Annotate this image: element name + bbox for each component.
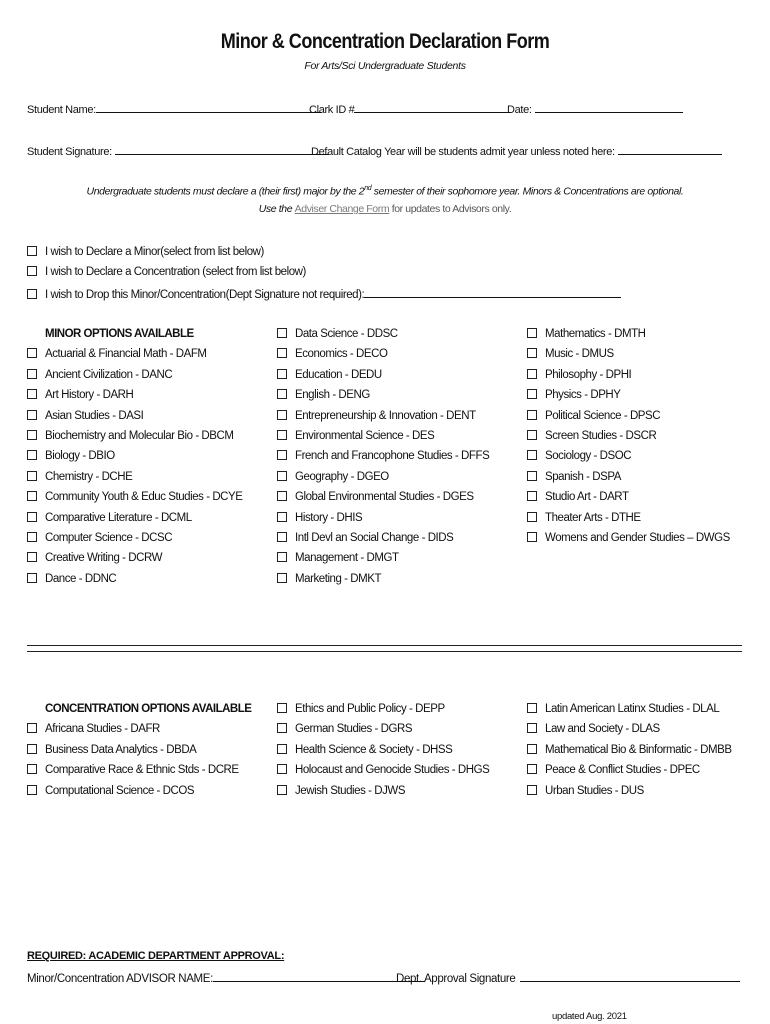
minor-checkbox[interactable] [27, 410, 37, 420]
minor-option[interactable] [277, 487, 489, 507]
minor-option[interactable] [527, 344, 730, 364]
minor-label: English - DENG [295, 389, 370, 402]
drop-option[interactable] [27, 286, 621, 301]
minor-option[interactable] [277, 569, 489, 589]
minor-option[interactable] [277, 446, 489, 466]
minor-option[interactable] [527, 324, 730, 344]
concentration-checkbox[interactable] [277, 744, 287, 754]
minor-option[interactable] [277, 467, 489, 487]
concentration-checkbox[interactable] [527, 703, 537, 713]
minor-checkbox[interactable] [527, 328, 537, 338]
minor-option[interactable] [277, 385, 489, 405]
minor-option[interactable] [27, 365, 242, 385]
concentration-column-3 [527, 699, 732, 801]
concentration-option[interactable] [277, 781, 489, 801]
minor-option[interactable] [527, 365, 730, 385]
minor-option[interactable] [527, 467, 730, 487]
minor-checkbox[interactable] [277, 369, 287, 379]
required-approval-heading: REQUIRED: ACADEMIC DEPARTMENT APPROVAL: [27, 950, 285, 962]
minor-checkbox[interactable] [277, 552, 287, 562]
minor-label: Asian Studies - DASI [45, 409, 144, 422]
student-signature-line[interactable] [115, 143, 329, 155]
minor-label: Geography - DGEO [295, 470, 389, 483]
declare-minor-option[interactable] [27, 246, 264, 258]
minor-option[interactable] [27, 446, 242, 466]
minor-option[interactable] [527, 508, 730, 528]
minor-label: Music - DMUS [545, 348, 614, 361]
concentration-option[interactable] [27, 740, 251, 760]
minor-option[interactable] [527, 406, 730, 426]
minor-checkbox[interactable] [277, 532, 287, 542]
minor-option[interactable] [277, 426, 489, 446]
minor-option[interactable] [277, 508, 489, 528]
notice-superscript: nd [364, 185, 372, 192]
minor-checkbox[interactable] [277, 491, 287, 501]
notice-text-b: semester of their sophomore year. Minors & Concentrations are optional. [371, 185, 684, 198]
concentration-option[interactable] [527, 699, 732, 719]
minor-column-1 [27, 324, 242, 589]
minor-label: Spanish - DSPA [545, 470, 621, 483]
minor-checkbox[interactable] [277, 471, 287, 481]
declare-concentration-checkbox[interactable] [27, 266, 37, 276]
minor-label: Economics - DECO [295, 348, 388, 361]
concentration-label: Jewish Studies - DJWS [295, 784, 406, 797]
concentration-checkbox[interactable] [27, 744, 37, 754]
minor-checkbox[interactable] [27, 471, 37, 481]
concentration-label: Health Science & Society - DHSS [295, 743, 453, 756]
minor-label: Theater Arts - DTHE [545, 511, 641, 524]
minor-option[interactable] [27, 528, 242, 548]
minor-checkbox[interactable] [277, 430, 287, 440]
date-field[interactable] [507, 101, 683, 116]
minor-label: Education - DEDU [295, 368, 382, 381]
minor-label: Biology - DBIO [45, 450, 115, 463]
concentration-label: Law and Society - DLAS [545, 723, 660, 736]
concentration-checkbox[interactable] [27, 764, 37, 774]
student-signature-field[interactable] [27, 143, 329, 158]
minor-option[interactable] [527, 426, 730, 446]
declare-minor-label: I wish to Declare a Minor(select from list below) [45, 246, 264, 258]
drop-line[interactable] [364, 286, 621, 298]
concentration-column-2 [277, 699, 489, 801]
concentration-option[interactable] [527, 740, 732, 760]
minor-label: Actuarial & Financial Math - DAFM [45, 348, 207, 361]
minor-label: Management - DMGT [295, 552, 399, 565]
minor-checkbox[interactable] [527, 348, 537, 358]
concentration-label: Peace & Conflict Studies - DPEC [545, 764, 700, 777]
minor-checkbox[interactable] [277, 410, 287, 420]
concentration-option[interactable] [27, 719, 251, 739]
concentration-label: Computational Science - DCOS [45, 784, 195, 797]
advisor-name-label: Minor/Concentration ADVISOR NAME: [27, 973, 213, 985]
concentration-checkbox[interactable] [277, 703, 287, 713]
minor-option[interactable] [27, 487, 242, 507]
minor-checkbox[interactable] [527, 369, 537, 379]
minor-label: Computer Science - DCSC [45, 531, 173, 544]
minor-checkbox[interactable] [27, 573, 37, 583]
minor-checkbox[interactable] [277, 450, 287, 460]
minor-label: Studio Art - DART [545, 491, 629, 504]
minor-label: Philosophy - DPHI [545, 368, 632, 381]
minor-checkbox[interactable] [27, 430, 37, 440]
minor-checkbox[interactable] [27, 491, 37, 501]
concentration-label: Mathematical Bio & Binformatic - DMBB [545, 743, 732, 756]
minor-checkbox[interactable] [27, 369, 37, 379]
minor-label: Physics - DPHY [545, 389, 621, 402]
concentration-label: Holocaust and Genocide Studies - DHGS [295, 764, 490, 777]
minor-column-3 [527, 324, 730, 548]
minor-option[interactable] [27, 569, 242, 589]
minor-checkbox[interactable] [277, 328, 287, 338]
concentration-option[interactable] [277, 740, 489, 760]
minor-checkbox[interactable] [527, 512, 537, 522]
concentration-label: Africana Studies - DAFR [45, 723, 160, 736]
concentration-checkbox[interactable] [27, 723, 37, 733]
clark-id-label: Clark ID # [309, 104, 355, 116]
minor-label: Data Science - DDSC [295, 328, 398, 340]
notice-advisors-only: for updates to Advisors only. [389, 203, 512, 215]
concentration-checkbox[interactable] [277, 785, 287, 795]
minor-checkbox[interactable] [277, 389, 287, 399]
minor-options-heading: MINOR OPTIONS AVAILABLE [45, 328, 194, 340]
minor-checkbox[interactable] [527, 389, 537, 399]
minor-label: History - DHIS [295, 511, 363, 524]
catalog-year-field[interactable] [311, 143, 722, 158]
minor-option[interactable] [27, 406, 242, 426]
minor-checkbox[interactable] [27, 348, 37, 358]
catalog-year-line[interactable] [618, 143, 722, 155]
concentration-option[interactable] [27, 760, 251, 780]
page-title: Minor & Concentration Declaration Form [220, 30, 550, 53]
minor-label: Chemistry - DCHE [45, 470, 133, 483]
minor-checkbox[interactable] [277, 573, 287, 583]
page-subtitle: For Arts/Sci Undergraduate Students [304, 60, 466, 72]
concentration-checkbox[interactable] [527, 744, 537, 754]
catalog-year-label: Default Catalog Year will be students admit year unless noted here: [311, 146, 615, 158]
concentration-option[interactable] [527, 781, 732, 801]
minor-label: Environmental Science - DES [295, 429, 435, 442]
minor-label: Womens and Gender Studies – DWGS [545, 531, 730, 544]
adviser-change-form-link[interactable]: Adviser Change Form [294, 203, 390, 215]
concentration-option[interactable] [527, 760, 732, 780]
notice-use-the: Use the [258, 203, 295, 215]
declare-minor-checkbox[interactable] [27, 246, 37, 256]
concentration-checkbox[interactable] [527, 764, 537, 774]
dept-signature-line[interactable] [520, 970, 740, 982]
concentration-checkbox[interactable] [277, 764, 287, 774]
concentration-label: Latin American Latinx Studies - DLAL [545, 703, 720, 715]
minor-option[interactable] [277, 365, 489, 385]
clark-id-line[interactable] [354, 101, 511, 113]
concentration-checkbox[interactable] [277, 723, 287, 733]
concentration-option[interactable] [27, 781, 251, 801]
dept-signature-label: Dept. Approval Signature [396, 973, 516, 985]
minor-option[interactable] [277, 528, 489, 548]
minor-label: Screen Studies - DSCR [545, 429, 657, 442]
student-name-line[interactable] [96, 101, 322, 113]
minor-option[interactable] [27, 385, 242, 405]
student-name-field[interactable] [27, 101, 322, 116]
minor-label: Global Environmental Studies - DGES [295, 491, 474, 504]
section-divider-bottom [27, 651, 742, 652]
concentration-option[interactable] [277, 719, 489, 739]
minor-checkbox[interactable] [527, 471, 537, 481]
drop-checkbox[interactable] [27, 289, 37, 299]
minor-label: Marketing - DMKT [295, 572, 382, 585]
minor-label: Ancient Civilization - DANC [45, 368, 173, 381]
minor-option[interactable] [27, 467, 242, 487]
concentration-label: Business Data Analytics - DBDA [45, 743, 197, 756]
section-divider-top [27, 645, 742, 646]
declaration-notice [0, 185, 770, 198]
minor-checkbox[interactable] [527, 410, 537, 420]
minor-label: Biochemistry and Molecular Bio - DBCM [45, 429, 234, 442]
minor-checkbox[interactable] [527, 450, 537, 460]
concentration-options-heading: CONCENTRATION OPTIONS AVAILABLE [45, 703, 252, 715]
drop-label: I wish to Drop this Minor/Concentration(Dept Signature not required): [45, 289, 365, 301]
minor-checkbox[interactable] [527, 532, 537, 542]
student-name-label: Student Name: [27, 104, 96, 116]
declare-concentration-label: I wish to Declare a Concentration (select from list below) [45, 266, 306, 278]
concentration-option[interactable] [527, 719, 732, 739]
minor-option[interactable] [277, 406, 489, 426]
concentration-checkbox[interactable] [527, 785, 537, 795]
minor-option[interactable] [277, 344, 489, 364]
student-signature-label: Student Signature: [27, 146, 112, 158]
minor-label: French and Francophone Studies - DFFS [295, 450, 490, 463]
concentration-label: Comparative Race & Ethnic Stds - DCRE [45, 764, 239, 777]
minor-checkbox[interactable] [27, 389, 37, 399]
concentration-label: German Studies - DGRS [295, 723, 413, 736]
minor-option[interactable] [527, 487, 730, 507]
minor-option[interactable] [277, 548, 489, 568]
minor-label: Political Science - DPSC [545, 409, 661, 422]
concentration-option[interactable] [277, 699, 489, 719]
minor-label: Dance - DDNC [45, 572, 117, 585]
minor-checkbox[interactable] [527, 491, 537, 501]
dept-signature-field[interactable] [396, 970, 740, 985]
minor-checkbox[interactable] [27, 450, 37, 460]
minor-option[interactable] [27, 548, 242, 568]
date-line[interactable] [535, 101, 683, 113]
minor-label: Sociology - DSOC [545, 450, 632, 463]
minor-option[interactable] [527, 385, 730, 405]
advisor-name-field[interactable] [27, 970, 425, 985]
minor-option[interactable] [27, 508, 242, 528]
minor-option[interactable] [27, 426, 242, 446]
minor-label: Creative Writing - DCRW [45, 552, 163, 565]
notice-text-a: Undergraduate students must declare a (their first) major by the 2 [86, 185, 365, 198]
minor-option[interactable] [527, 528, 730, 548]
minor-checkbox[interactable] [27, 532, 37, 542]
concentration-checkbox[interactable] [527, 723, 537, 733]
advisor-name-line[interactable] [213, 970, 425, 982]
minor-option[interactable] [527, 446, 730, 466]
minor-option[interactable] [27, 344, 242, 364]
concentration-label: Ethics and Public Policy - DEPP [295, 703, 445, 715]
clark-id-field[interactable] [309, 101, 511, 116]
adviser-change-notice [0, 203, 770, 215]
minor-label: Community Youth & Educ Studies - DCYE [45, 491, 243, 504]
minor-column-2 [277, 324, 489, 589]
minor-checkbox[interactable] [27, 552, 37, 562]
updated-date: updated Aug. 2021 [552, 1011, 627, 1022]
concentration-checkbox[interactable] [27, 785, 37, 795]
minor-label: Intl Devl an Social Change - DIDS [295, 531, 454, 544]
concentration-label: Urban Studies - DUS [545, 784, 644, 797]
concentration-column-1 [27, 699, 251, 801]
minor-label: Mathematics - DMTH [545, 328, 646, 340]
declare-concentration-option[interactable] [27, 266, 306, 278]
minor-checkbox[interactable] [27, 512, 37, 522]
minor-option[interactable] [277, 324, 489, 344]
minor-label: Art History - DARH [45, 389, 134, 402]
date-label: Date: [507, 104, 532, 116]
minor-checkbox[interactable] [277, 512, 287, 522]
minor-checkbox[interactable] [527, 430, 537, 440]
concentration-option[interactable] [277, 760, 489, 780]
minor-label: Comparative Literature - DCML [45, 511, 192, 524]
minor-checkbox[interactable] [277, 348, 287, 358]
minor-label: Entrepreneurship & Innovation - DENT [295, 409, 476, 422]
